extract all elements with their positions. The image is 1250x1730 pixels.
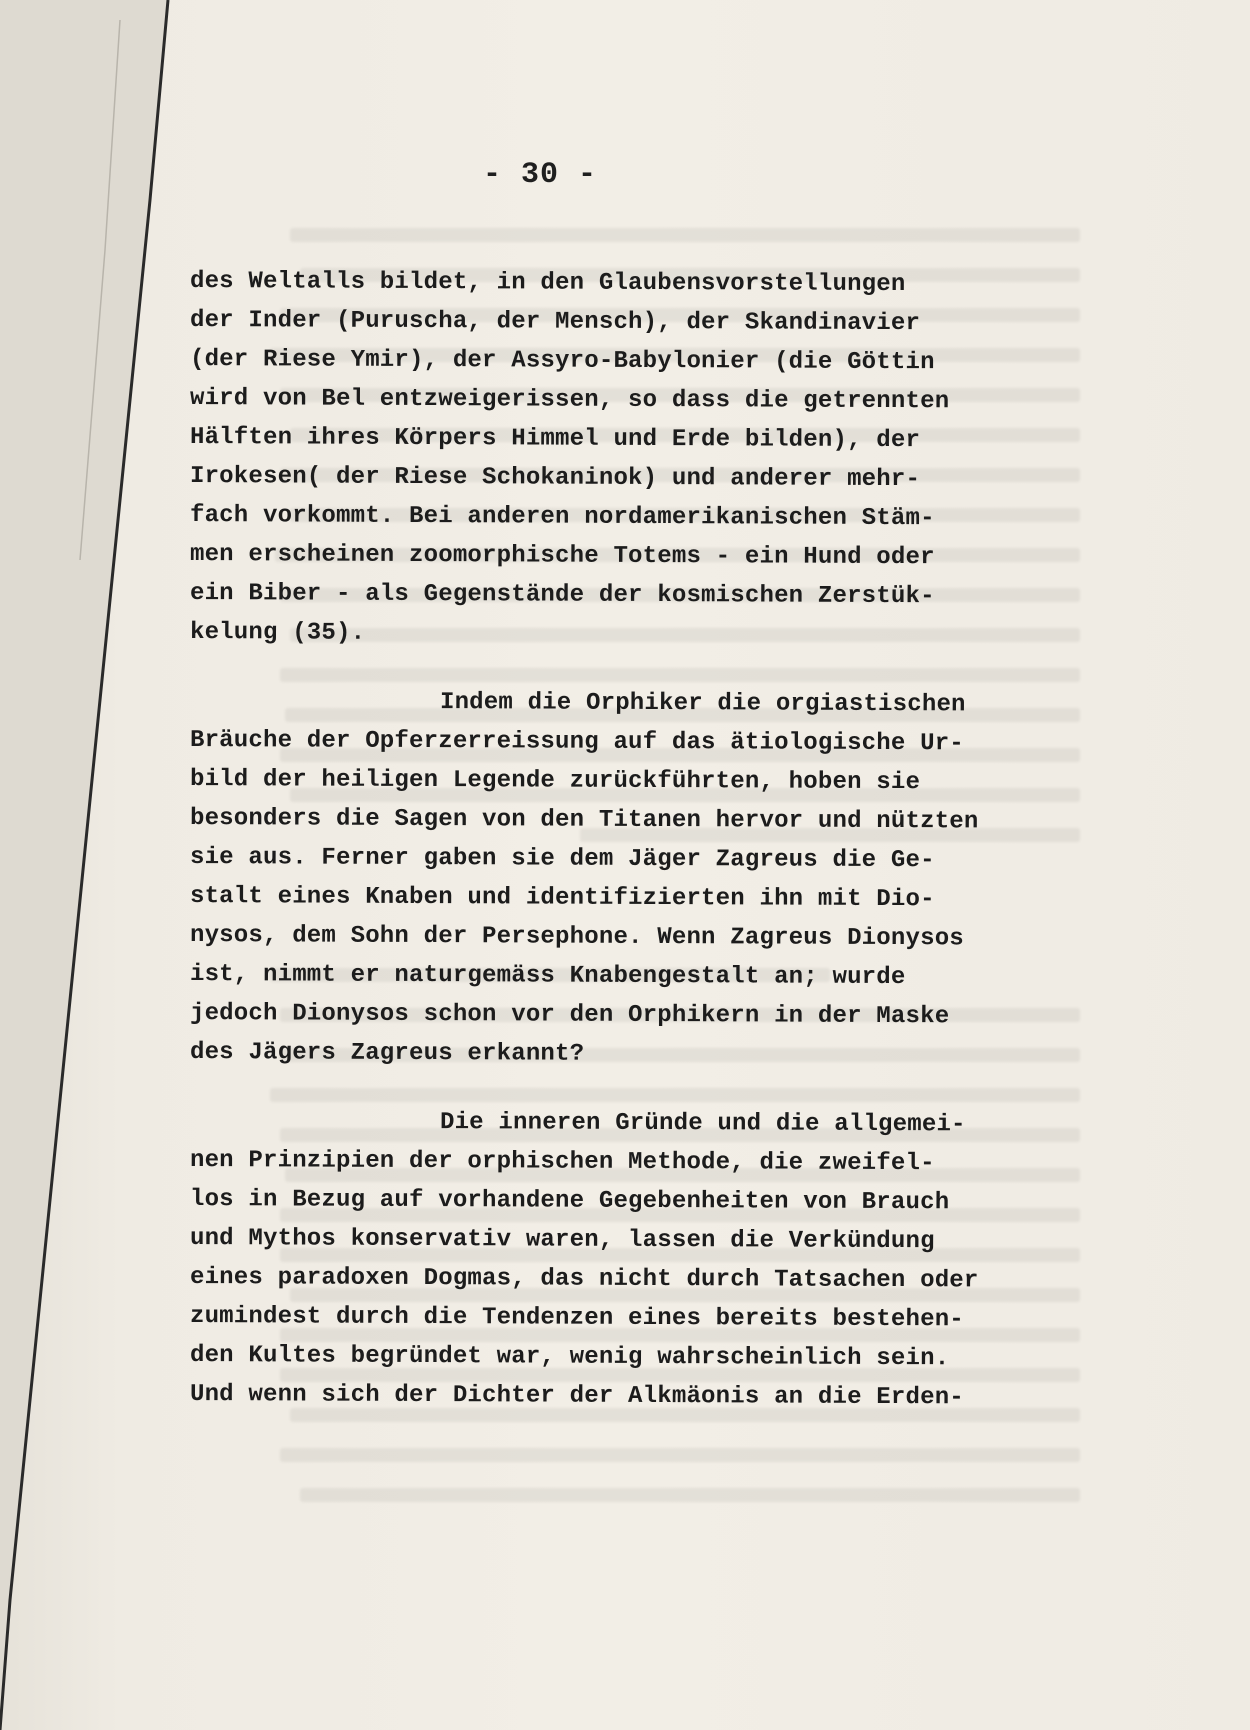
text-line: der Inder (Puruscha, der Mensch), der Skandinavier — [189, 307, 921, 338]
paragraph-2 — [190, 682, 1070, 1072]
text-line: ein Biber - als Gegenstände der kosmischen Zerstük- — [189, 580, 935, 611]
paragraph-3 — [190, 1102, 1070, 1414]
text-line: (der Riese Ymir), der Assyro-Babylonier (die Göttin — [189, 346, 935, 377]
text-line: Bräuche der Opferzerreissung auf das ätiologische Ur- — [189, 727, 964, 758]
text-line: nen Prinzipien der orphischen Methode, die zweifel- — [189, 1147, 935, 1178]
text-line: besonders die Sagen von den Titanen hervor und nützten — [189, 805, 979, 836]
text-line: kelung (35). — [189, 619, 366, 647]
text-line: Indem die Orphiker die orgiastischen — [439, 689, 966, 719]
text-line: ist, nimmt er naturgemäss Knabengestalt an; wurde — [189, 961, 906, 992]
text-line: wird von Bel entzweigerissen, so dass die getrennten — [189, 385, 950, 416]
text-line: Hälften ihres Körpers Himmel und Erde bilden), der — [189, 424, 921, 455]
text-line: nysos, dem Sohn der Persephone. Wenn Zagreus Dionysos — [189, 922, 964, 953]
text-line: eines paradoxen Dogmas, das nicht durch Tatsachen oder — [189, 1264, 979, 1295]
text-line: men erscheinen zoomorphische Totems - ein Hund oder — [189, 541, 935, 572]
text-line: den Kultes begründet war, wenig wahrscheinlich sein. — [189, 1342, 950, 1373]
text-line: zumindest durch die Tendenzen eines bereits bestehen- — [189, 1303, 964, 1334]
text-line: des Weltalls bildet, in den Glaubensvorstellungen — [189, 268, 906, 299]
page-number: - 30 - — [482, 158, 598, 192]
text-line: und Mythos konservativ waren, lassen die Verkündung — [189, 1225, 935, 1256]
text-line: sie aus. Ferner gaben sie dem Jäger Zagreus die Ge- — [189, 844, 935, 875]
text-line: des Jägers Zagreus erkannt? — [189, 1039, 585, 1068]
body-text — [190, 262, 1070, 1414]
paragraph-1 — [190, 262, 1070, 652]
text-line: fach vorkommt. Bei anderen nordamerikanischen Stäm- — [189, 502, 935, 533]
text-line: Und wenn sich der Dichter der Alkmäonis an die Erden- — [189, 1381, 964, 1412]
text-line: Irokesen( der Riese Schokaninok) und anderer mehr- — [189, 463, 921, 494]
text-line: Die inneren Gründe und die allgemei- — [439, 1109, 966, 1139]
text-line: bild der heiligen Legende zurückführten, hoben sie — [189, 766, 921, 797]
text-line: stalt eines Knaben und identifizierten ihn mit Dio- — [189, 883, 935, 914]
text-line: los in Bezug auf vorhandene Gegebenheiten von Brauch — [189, 1186, 950, 1217]
text-line: jedoch Dionysos schon vor den Orphikern in der Maske — [189, 1000, 950, 1031]
